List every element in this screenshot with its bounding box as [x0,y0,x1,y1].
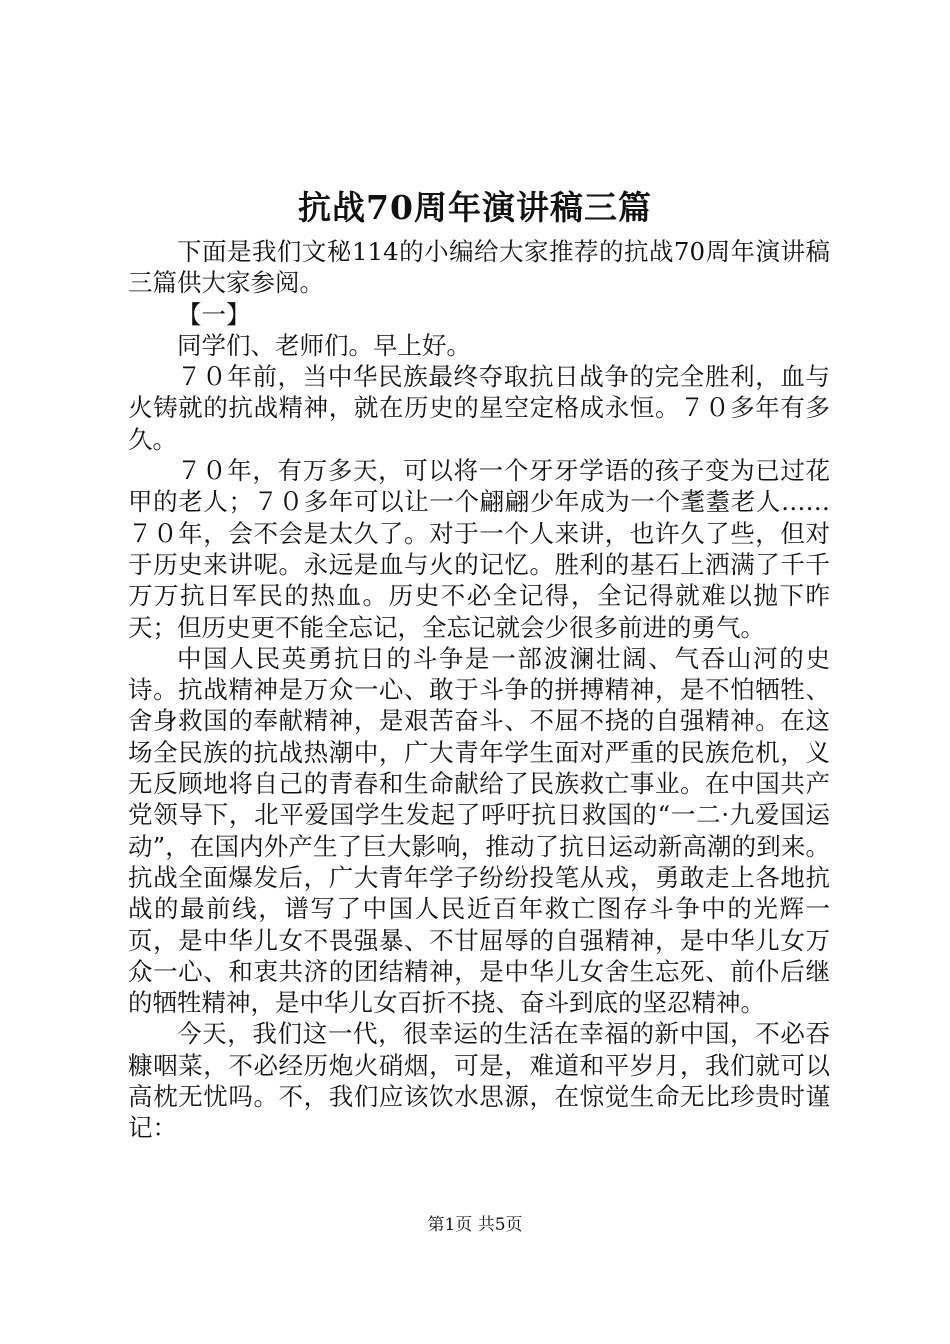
document-title: 抗战70周年演讲稿三篇 [298,188,652,227]
body-paragraph: 今天，我们这一代，很幸运的生活在幸福的新中国，不必吞糠咽菜，不必经历炮火硝烟，可是，难道和平岁月，我们就可以高枕无忧吗。不，我们应该饮水思源，在惊觉生命无比珍贵时谨记： [128,1019,830,1143]
greeting-paragraph: 同学们、老师们。早上好。 [177,330,471,360]
page-number-footer: 第1页 共5页 [427,1215,523,1235]
body-paragraph: ７０年前，当中华民族最终夺取抗日战争的完全胜利，血与火铸就的抗战精神，就在历史的星空定格成永恒。７０多年有多久。 [128,362,830,454]
body-paragraph: ７０年，有万多天，可以将一个牙牙学语的孩子变为已过花甲的老人；７０多年可以让一个翩翩少年成为一个耄耋老人……７０年，会不会是太久了。对于一个人来讲，也许久了些，但对于历史来讲呢。永远是血与火的记忆。胜利的基石上洒满了千千万万抗日军民的热血。历史不必全记得，全记得就难以抛下昨天；但历史更不能全忘记，全忘记就会少很多前进的勇气。 [128,456,830,642]
body-paragraph: 中国人民英勇抗日的斗争是一部波澜壮阔、气吞山河的史诗。抗战精神是万众一心、敢于斗争的拼搏精神，是不怕牺牲、舍身救国的奉献精神，是艰苦奋斗、不屈不挠的自强精神。在这场全民族的抗战热潮中，广大青年学生面对严重的民族危机，义无反顾地将自己的青春和生命献给了民族救亡事业。在中国共产党领导下，北平爱国学生发起了呼吁抗日救国的“一二·九爱国运动”，在国内外产生了巨大影响，推动了抗日运动新高潮的到来。抗战全面爆发后，广大青年学子纷纷投笔从戎，勇敢走上各地抗战的最前线，谱写了中国人民近百年救亡图存斗争中的光辉一页，是中华儿女不畏强暴、不甘屈辱的自强精神，是中华儿女万众一心、和衷共济的团结精神，是中华儿女舍生忘死、前仆后继的牺牲精神，是中华儿女百折不挠、奋斗到底的坚忍精神。 [128,643,830,1018]
document-body [128,236,830,1144]
section-marker: 【一】 [177,299,251,329]
intro-paragraph: 下面是我们文秘114的小编给大家推荐的抗战70周年演讲稿三篇供大家参阅。 [128,237,830,298]
